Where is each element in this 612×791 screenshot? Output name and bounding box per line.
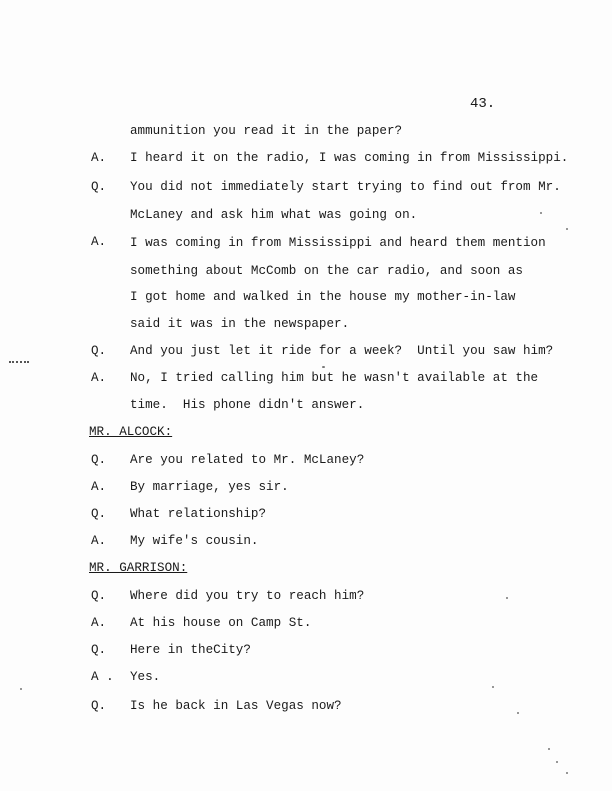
scan-speck xyxy=(322,366,325,368)
scan-speck xyxy=(492,686,494,688)
transcript-line: ammunition you read it in the paper? xyxy=(130,124,403,138)
transcript-line: Are you related to Mr. McLaney? xyxy=(130,453,365,467)
transcript-line: said it was in the newspaper. xyxy=(130,317,350,331)
speaker-label: Q. xyxy=(91,453,107,467)
transcript-line: Yes. xyxy=(130,670,161,684)
transcript-line: You did not immediately start trying to find out from Mr. xyxy=(130,180,561,194)
scan-speck xyxy=(506,597,508,599)
transcript-line: And you just let it ride for a week? Until you saw him? xyxy=(130,344,554,358)
transcript-line: McLaney and ask him what was going on. xyxy=(130,208,418,222)
speaker-label: A. xyxy=(91,235,107,249)
scan-speck xyxy=(517,712,519,714)
speaker-label: Q. xyxy=(91,589,107,603)
transcript-line: something about McComb on the car radio, and soon as xyxy=(130,264,523,278)
transcript-line: time. His phone didn't answer. xyxy=(130,398,365,412)
speaker-label: Q. xyxy=(91,699,107,713)
scan-speck xyxy=(566,772,568,774)
speaker-label: Q. xyxy=(91,344,107,358)
speaker-label: A. xyxy=(91,534,107,548)
section-heading: MR. ALCOCK: xyxy=(89,425,173,439)
scan-speck xyxy=(20,688,22,690)
transcript-line: At his house on Camp St. xyxy=(130,616,312,630)
scan-speck xyxy=(566,228,568,230)
speaker-label: Q. xyxy=(91,180,107,194)
speaker-label: A . xyxy=(91,670,114,684)
margin-mark xyxy=(9,361,29,366)
speaker-label: Q. xyxy=(91,507,107,521)
transcript-line: By marriage, yes sir. xyxy=(130,480,289,494)
speaker-label: A. xyxy=(91,151,107,165)
scan-speck xyxy=(548,748,550,750)
transcript-line: No, I tried calling him but he wasn't available at the xyxy=(130,371,539,385)
transcript-line: I got home and walked in the house my mother-in-law xyxy=(130,290,516,304)
scan-speck xyxy=(556,761,558,763)
transcript-line: My wife's cousin. xyxy=(130,534,259,548)
scan-speck xyxy=(540,212,542,214)
transcript-line: I was coming in from Mississippi and heard them mention xyxy=(130,236,546,250)
speaker-label: A. xyxy=(91,616,107,630)
transcript-line: Where did you try to reach him? xyxy=(130,589,365,603)
transcript-line: Here in theCity? xyxy=(130,643,251,657)
speaker-label: Q. xyxy=(91,643,107,657)
transcript-line: I heard it on the radio, I was coming in from Mississippi. xyxy=(130,151,569,165)
speaker-label: A. xyxy=(91,371,107,385)
transcript-line: What relationship? xyxy=(130,507,267,521)
section-heading: MR. GARRISON: xyxy=(89,561,188,575)
transcript-line: Is he back in Las Vegas now? xyxy=(130,699,342,713)
speaker-label: A. xyxy=(91,480,107,494)
page-number: 43. xyxy=(470,96,496,112)
